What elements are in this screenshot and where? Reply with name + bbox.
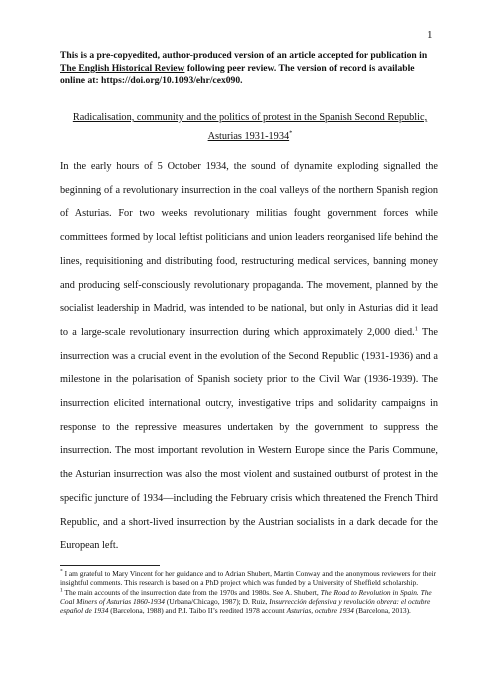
footnote-1-title-taibo: Asturias, octubre 1934 (286, 606, 354, 616)
body-text-b: The insurrection was a crucial event in the evolution of the Second Republic (1931-1936) and a milestone in the polarisation of Spanish society prior to the Civil War (1936-1939). The insurrection elicited international outcry, investigative trips and solidarity campaigns in response to the repressive measures undertaken by the government to suppress the insurrection. The most important revolution in Western Europe since the Paris Commune, the Asturian insurrection was also the most violent and sustained outburst of protest in the specific juncture of 1934—including the February crisis which threatened the French Third Republic, and a short-lived insurrection by the Austrian socialists in a dark decade for the European left. (60, 326, 438, 552)
page-number: 1 (427, 29, 433, 41)
footnote-ref-1[interactable]: 1 (414, 325, 418, 333)
footnote-star-mark: * (60, 568, 63, 575)
title-line1: Radicalisation, community and the politics of protest in the Spanish Second Republic, (72, 112, 428, 123)
body-paragraph (60, 155, 438, 558)
notice-line2: following peer review. The version of record is (184, 62, 376, 74)
footnote-divider (60, 565, 160, 566)
notice-line1: This is a pre-copyedited, author-produced version of an article accepted for publication (60, 50, 417, 61)
footnote-1-text-c: (Barcelona, 1988) and P.I. Taibo II’s reedited 1978 account (108, 606, 287, 616)
article-title (60, 109, 440, 146)
footnote-1-title-shubert: The Road to Revolution in Spain. The Coal Miners of Asturias 1860-1934 (60, 587, 432, 606)
footnotes (60, 569, 438, 615)
notice-line3: available online at: https://doi.org/10.1093/ehr/cex090. (60, 62, 415, 86)
footnote-1-text-d: (Barcelona, 2013). (353, 606, 411, 616)
footnote-1 (60, 588, 438, 616)
footnote-star-text: I am grateful to Mary Vincent for her guidance and to Adrian Shubert, Martin Conway and the anonymous reviewers for their insightful comments. This research is based on a PhD project which was funded by a University of Sheffield scholarship. (60, 569, 437, 588)
footnote-1-text-b: (Urbana/Chicago, 1987); D. Ruiz, (164, 596, 270, 606)
footnote-star (60, 569, 438, 588)
footnote-1-mark: 1 (60, 587, 63, 594)
notice-in: in (419, 50, 428, 61)
title-footnote-mark[interactable]: * (289, 129, 293, 137)
journal-link[interactable]: The English Historical Review (60, 62, 185, 74)
footnote-1-title-ruiz: Insurrección defensiva y revolución obrera: el octubre español de 1934 (60, 596, 431, 616)
footnote-1-text-a: The main accounts of the insurrection date from the 1970s and 1980s. See A. Shubert, (62, 587, 321, 597)
title-line2: Asturias 1931-1934 (207, 130, 290, 142)
body-text-a: In the early hours of 5 October 1934, the sound of dynamite exploding signalled the beginning of a revolutionary insurrection in the coal valleys of the northern Spanish region of Asturias. For two weeks revolutionary militias fought government forces while committees formed by local leftist politicians and union leaders reorganised life behind the lines, requisitioning and distributing food, restructuring medical services, banning money and producing self-consciously revolutionary propaganda. The movement, planned by the socialist leadership in Madrid, was intended to be national, but only in Asturias did it lead to a large-scale revolutionary insurrection during which approximately 2,000 died. (60, 161, 438, 338)
publication-notice (60, 50, 440, 88)
